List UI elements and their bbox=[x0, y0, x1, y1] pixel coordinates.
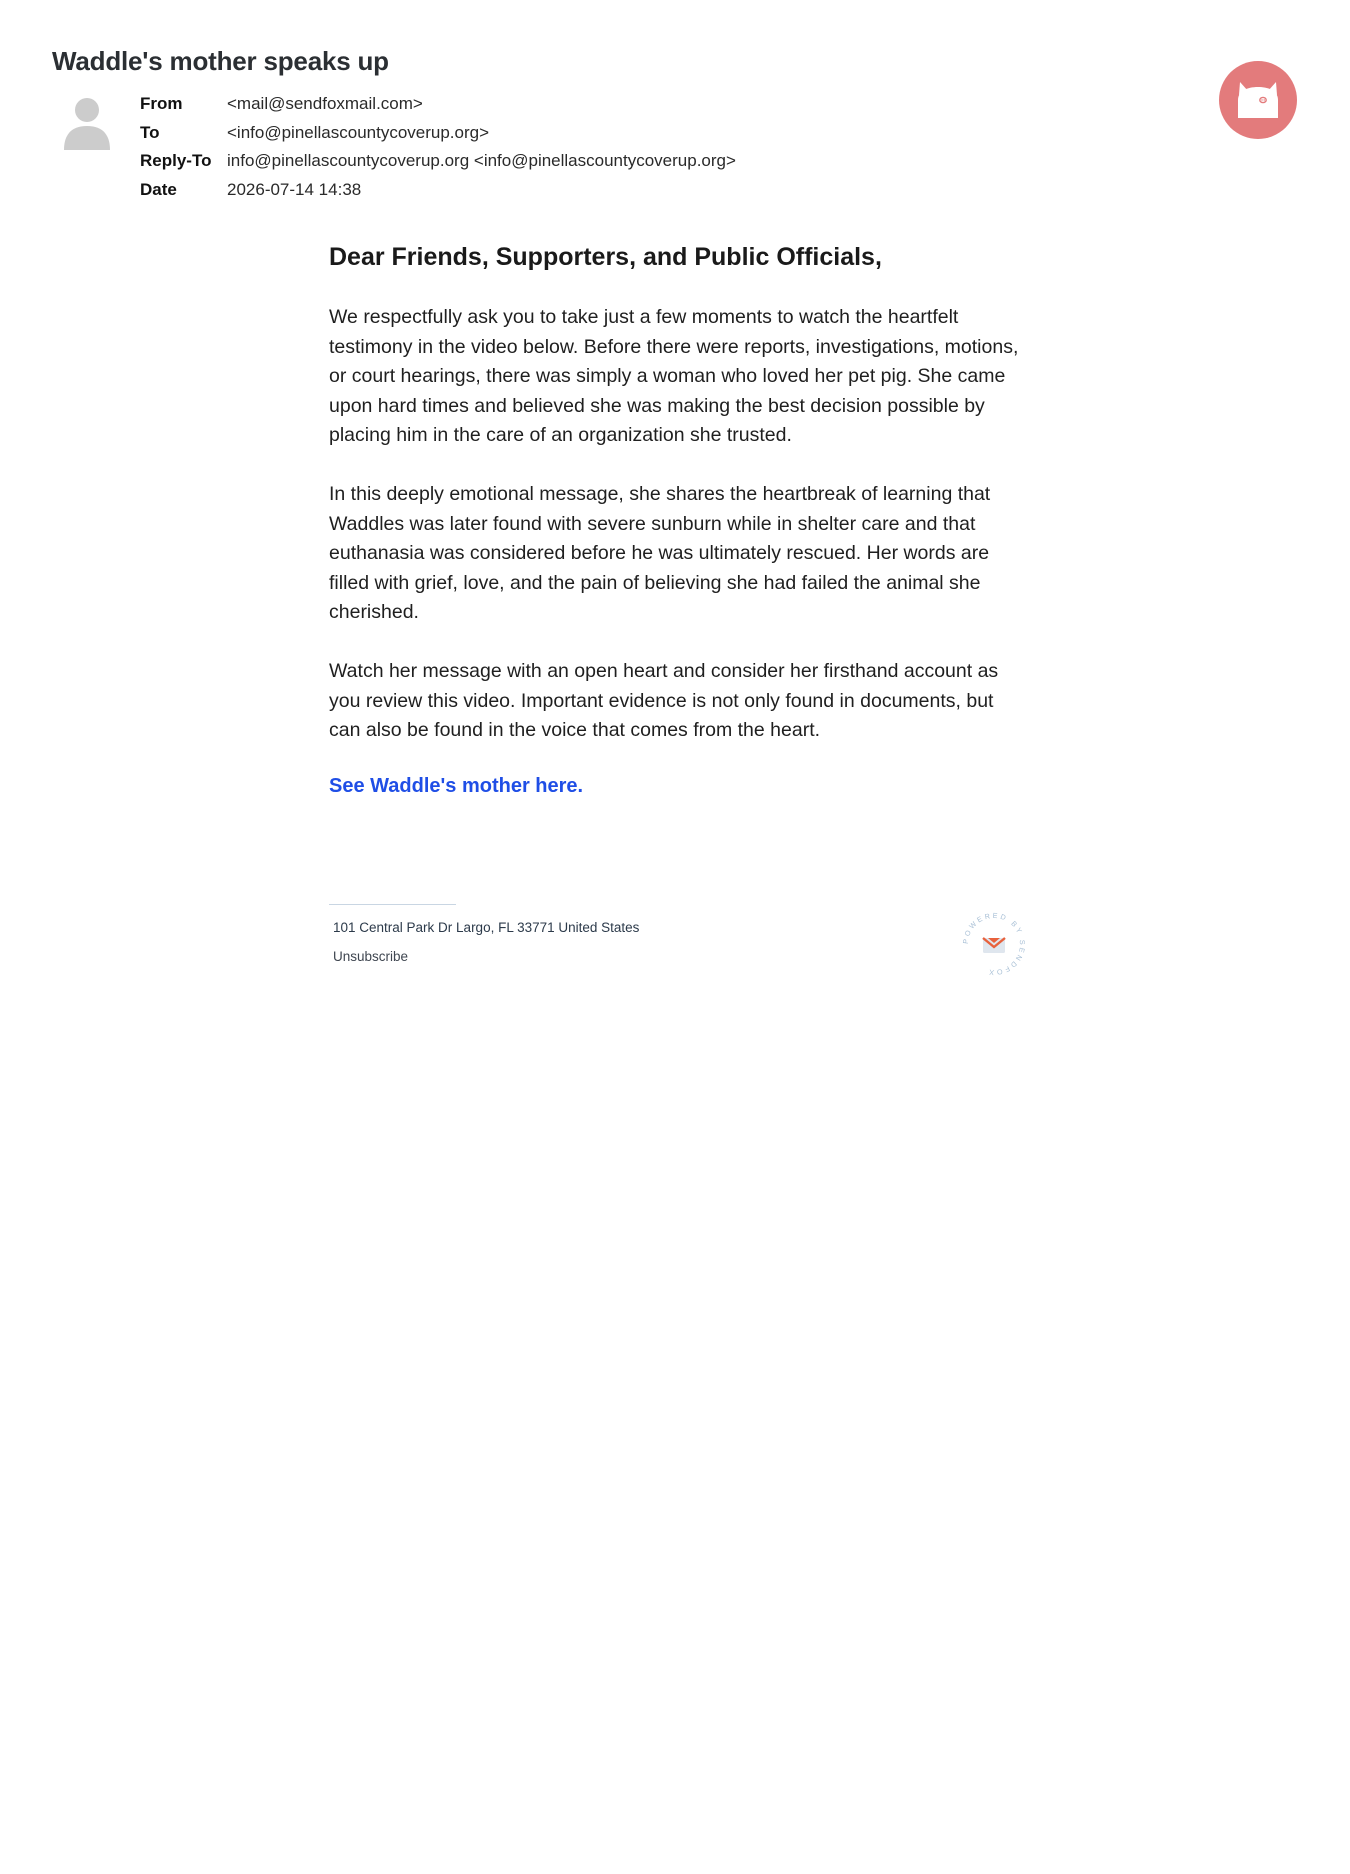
header-label-reply-to: Reply-To bbox=[140, 151, 212, 171]
header-label-to: To bbox=[140, 122, 160, 142]
header-value-reply-to[interactable]: info@pinellascountycoverup.org <info@pinellascountycoverup.org> bbox=[227, 151, 736, 171]
pig-icon bbox=[1234, 78, 1282, 122]
body-paragraph: In this deeply emotional message, she shares the heartbreak of learning that Waddles was later found with severe sunburn while in shelter care and that euthanasia was considered before he was ultimately rescued. Her words are filled with grief, love, and the pain of believing she had failed the animal she cherished. bbox=[329, 482, 991, 624]
video-link[interactable]: See Waddle's mother here. bbox=[329, 774, 584, 797]
header-label-date: Date bbox=[140, 179, 177, 199]
header-row-reply-to bbox=[140, 147, 736, 176]
header-label-from: From bbox=[140, 94, 183, 114]
header-row-to bbox=[140, 119, 736, 148]
sendfox-seal-icon bbox=[958, 908, 1030, 980]
header-value-to[interactable]: <info@pinellascountycoverup.org> bbox=[227, 122, 490, 142]
body-paragraph: Watch her message with an open heart and consider her firsthand account as you review this video. Important evidence is not only found in documents, but can also be found in the voice that comes from the heart. bbox=[329, 659, 999, 742]
email-header-table bbox=[140, 90, 736, 204]
brand-badge bbox=[1219, 61, 1297, 139]
email-greeting: Dear Friends, Supporters, and Public Officials, bbox=[329, 243, 882, 271]
seal-text: POWERED BY SENDFOX bbox=[960, 910, 1028, 978]
email-body bbox=[329, 242, 1029, 798]
header-row-from bbox=[140, 90, 736, 119]
unsubscribe-link[interactable]: Unsubscribe bbox=[333, 949, 409, 964]
header-row-date bbox=[140, 176, 736, 205]
header-value-date: 2026-07-14 14:38 bbox=[227, 179, 362, 199]
footer-address: 101 Central Park Dr Largo, FL 33771 United States bbox=[333, 920, 640, 935]
sender-avatar-icon bbox=[62, 96, 112, 150]
email-subject: Waddle's mother speaks up bbox=[52, 46, 389, 76]
footer-divider bbox=[329, 904, 456, 905]
body-paragraph: We respectfully ask you to take just a few moments to watch the heartfelt testimony in the video below. Before there were reports, investigations, motions, or court hearings, there was simply a woman who loved her pet pig. She came upon hard times and believed she was making the best decision possible by placing him in the care of an organization she trusted. bbox=[329, 306, 1019, 447]
header-value-from[interactable]: <mail@sendfoxmail.com> bbox=[227, 94, 423, 114]
